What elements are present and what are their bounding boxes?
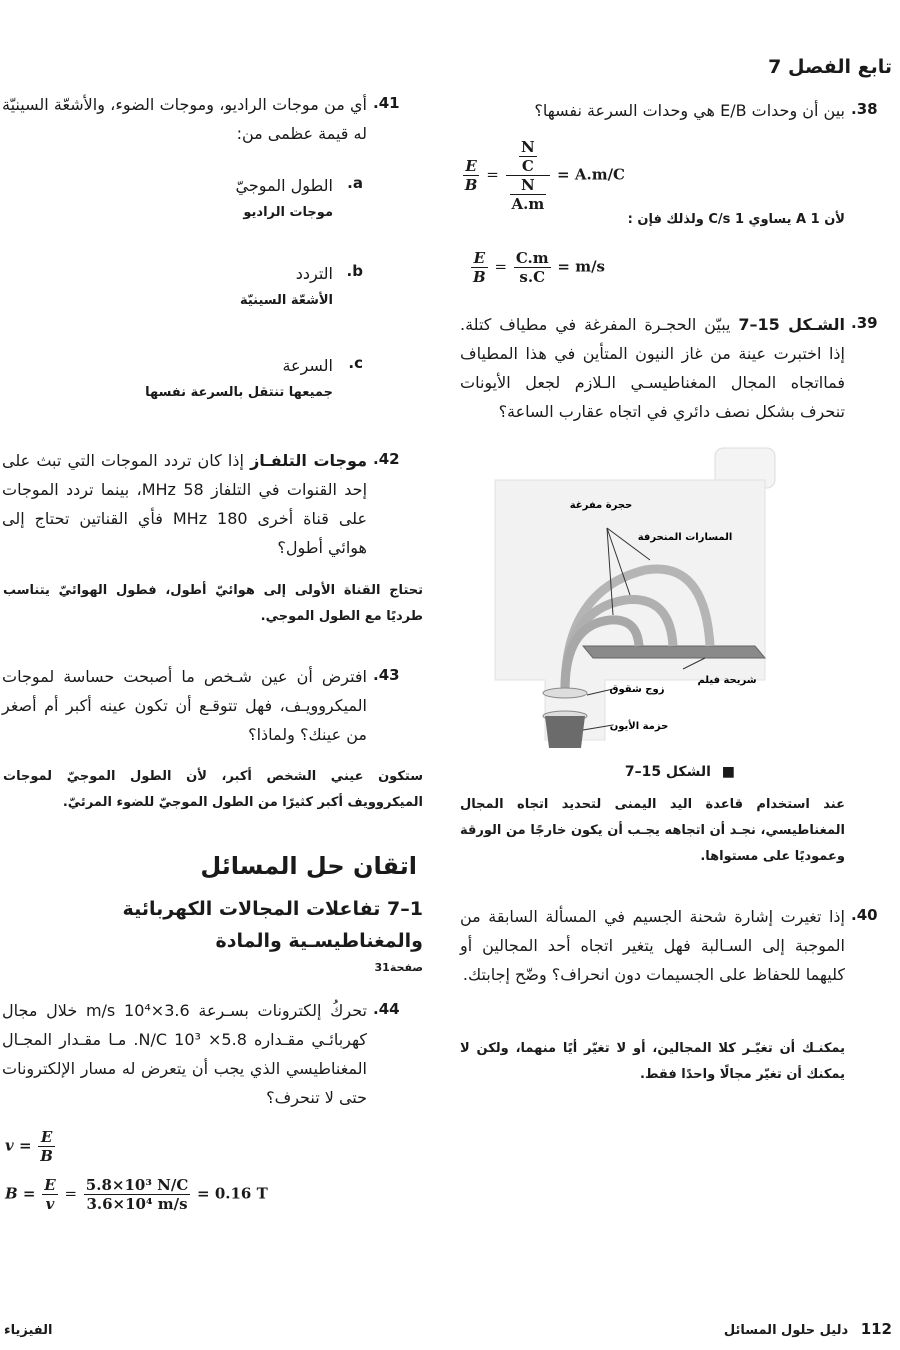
eq-numerator-top: N	[521, 138, 535, 156]
eq2-denominator: s.C	[519, 268, 546, 286]
page-number: 112	[860, 1320, 892, 1338]
eq-denominator: 3.6×10⁴ m/s	[86, 1195, 188, 1213]
equation-b: B = $\frac{E}{v}$ = $\frac{\text{5.8×10³ N/C}}{\text{3.6×10⁴ m/s}}$ = 0.16 T	[5, 1176, 268, 1213]
section-subtitle: 1–7 تفاعلات المجالات الكهربائية والمغناطيسـية والمادة	[122, 898, 423, 952]
part-a	[33, 172, 363, 226]
part-text: الطول الموجيّ	[235, 176, 333, 195]
figure-reference: الشـكل 15–7	[738, 315, 845, 334]
eq-numerator-bottom: C	[521, 157, 534, 175]
answer-43: ستكون عيني الشخص أكبر، لأن الطول الموجيّ لموجات الميكروويف أكبر كثيرًا من الطول الموجيّ للضوء المرئيّ.	[3, 769, 423, 810]
answer-40: يمكنـك أن تغيّـر كلا المجالين، أو لا تغيّر أيًا منهما، ولكن لا يمكنك أن تغيّر مجالًا واحدًا فقط.	[460, 1041, 845, 1082]
answer-42: تحتاج القناة الأولى إلى هوائيّ أطول، فطول الهوائيّ يتناسب طرديًا مع الطول الموجي.	[3, 583, 423, 624]
note-ampere: لأن 1 A يساوي 1 C/s ولذلك فإن :	[627, 212, 845, 227]
label-film: شريحة فيلم	[697, 675, 757, 686]
film-strip	[583, 646, 765, 658]
part-text: السرعة	[282, 356, 333, 375]
eq-denominator-bottom: A.m	[511, 195, 545, 213]
eq-result: = 0.16 T	[197, 1184, 268, 1203]
section-title: اتقان حل المسائل	[200, 852, 417, 880]
ion-source	[545, 716, 585, 748]
label-slits: زوج شقوق	[609, 684, 665, 695]
footer-subject: الفيزياء	[4, 1323, 53, 1338]
equation-eb-1: $\frac{E}{B}$ = $\frac{\frac{N}{C}}{\frac{N}{A.m}}$ = A.m/C	[464, 138, 625, 213]
question-number: .42	[373, 450, 400, 468]
part-c	[33, 352, 363, 406]
eq-numerator: 5.8×10³ N/C	[85, 1176, 189, 1194]
part-letter: b.	[346, 262, 363, 280]
eq-denominator-top: N	[510, 176, 547, 195]
part-answer: الأشعّة السينيّة	[239, 293, 333, 308]
question-text: أي من موجات الراديو، وموجات الضوء، والأشعّة السينيّة له قيمة عظمى من:	[2, 95, 367, 143]
question-number: .39	[851, 314, 878, 332]
question-lead: موجات التلفـاز	[250, 451, 367, 470]
question-number: .44	[373, 1000, 400, 1018]
part-answer: موجات الراديو	[243, 205, 333, 220]
slit-disc-upper	[543, 688, 587, 698]
question-text: إذا كان تردد الموجات التي تبث على إحد القنوات في التلفاز 58 MHz، بينما تردد الموجات على قناة أخرى 180 MHz فأي القناتين تحتاج إلى هوائي أطول؟	[2, 451, 368, 557]
label-paths: المسارات المنحرفة	[637, 532, 733, 543]
question-number: .43	[373, 666, 400, 684]
guide-title: دليل حلول المسائل	[723, 1323, 849, 1338]
mass-spectrometer-figure	[465, 440, 785, 758]
label-ion-beam: حزمة الأيون	[609, 721, 669, 732]
chapter-header: تابع الفصل 7	[768, 56, 892, 78]
question-43	[2, 662, 400, 749]
equation-eb-2: $\frac{E}{B}$ = $\frac{C.m}{s.C}$ = m/s	[473, 249, 605, 286]
question-number: .40	[851, 906, 878, 924]
vacuum-chamber	[495, 480, 765, 740]
footer-page	[724, 1320, 892, 1338]
figure-caption: ■ الشكل 15–7	[624, 764, 735, 780]
part-letter: c.	[348, 354, 363, 372]
answer-39: عند استخدام قاعدة اليد اليمنى لتحديد اتجاه المجال المغناطيسي، نجـد أن اتجاهه يجـب أن يكون خارجًا من الورقة وعموديًا على مستواها.	[460, 797, 845, 864]
label-chamber: حجرة مفرغة	[569, 500, 633, 511]
question-38	[460, 96, 878, 125]
question-39	[460, 310, 878, 426]
equation-v: v = $\frac{E}{B}$	[5, 1128, 53, 1165]
part-text: التردد	[295, 264, 333, 283]
question-40	[460, 902, 878, 989]
eq2-numerator: C.m	[515, 249, 549, 267]
question-text: إذا تغيرت إشارة شحنة الجسيم في المسألة السابقة من الموجبة إلى السـالبة فهل يتغير اتجاه أحد المجالين أو كليهما للحفاظ على الجسيمات دون انحراف؟ وضّح إجابتك.	[460, 907, 845, 984]
question-44	[2, 996, 400, 1112]
part-answer: جميعها تنتقل بالسرعة نفسها	[145, 385, 333, 400]
question-number: .41	[373, 94, 400, 112]
eq-result: = A.m/C	[557, 165, 625, 184]
part-letter: a.	[347, 174, 363, 192]
question-text: بين أن وحدات E/B هي وحدات السرعة نفسها؟	[534, 101, 845, 120]
question-41	[2, 90, 400, 148]
eq2-result: = m/s	[557, 257, 605, 276]
question-text: يبيّن الحجـرة المفرغة في مطياف كتلة. إذا اختبرت عينة من غاز النيون المتأين في هذا المطياف فمااتجاه المجال المغناطيسـي الـلازم لجعل الأيونات تنحرف بشكل نصف دائري في اتجاه عقارب الساعة؟	[460, 315, 845, 421]
question-text: تحركُ إلكترونات بسـرعة 3.6×10⁴ m/s خلال مجال كهربائـي مقـداره 5.8× 10³ N/C. مـا مقـدار المجـال المغناطيسي الذي يجب أن يتعرض له مسار الإلكترونات حتى لا تنحرف؟	[2, 1001, 367, 1107]
question-text: افترض أن عين شـخص ما أصبحت حساسة لموجات الميكروويـف، فهل تتوقـع أن تكون عينه أكبر أم أصغر من عينك؟ ولماذا؟	[2, 667, 367, 744]
page-reference: صفحة31	[374, 961, 423, 974]
question-number: .38	[851, 100, 878, 118]
question-42	[2, 446, 400, 562]
part-b	[33, 260, 363, 314]
